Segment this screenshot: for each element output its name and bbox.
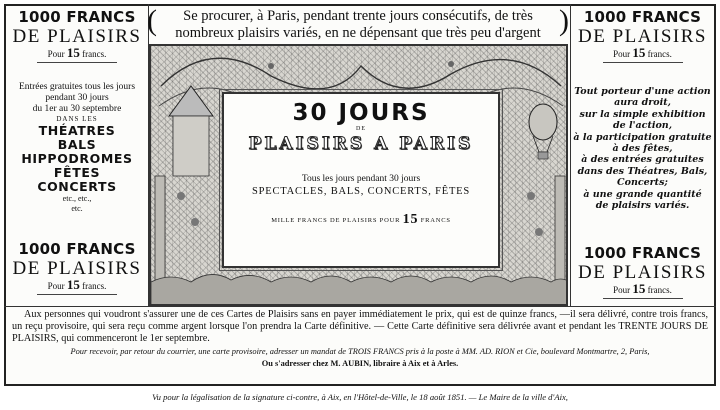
left-venue-hippodromes: HIPPODROMES (21, 151, 133, 166)
left-entries-block (6, 82, 148, 214)
right-top-offer (571, 8, 714, 63)
central-mille-francs: MILLE FRANCS DE PLAISIRS POUR 15 FRANCS (271, 212, 451, 227)
central-spectacles: SPECTACLES, BALS, CONCERTS, FÊTES (251, 186, 471, 197)
right-line-11: de plaisirs variés. (595, 200, 690, 212)
left-etc-1: etc., etc., (62, 194, 92, 203)
right-line-3: sur la simple exhibition (579, 108, 706, 120)
central-title: 30 JOURS (292, 100, 430, 126)
left-venue-theatres: THÉATRES (38, 123, 116, 138)
left-top-de-plaisirs: DE PLAISIRS (12, 26, 142, 47)
right-top-francs: 1000 FRANCS (583, 8, 702, 26)
left-top-rule (37, 62, 117, 63)
right-line-8: dans des Théatres, Bals, (577, 165, 708, 177)
left-bottom-offer (6, 240, 148, 295)
left-entries-line-2: pendant 30 jours (45, 93, 109, 103)
central-tous-les-jours: Tous les jours pendant 30 jours (301, 174, 421, 184)
left-dans-les: DANS LES (56, 115, 98, 123)
right-line-6: à des fêtes, (612, 143, 673, 155)
left-entries-line-1: Entrées gratuites tous les jours (18, 82, 136, 92)
right-top-rule (603, 62, 683, 63)
right-line-7: à des entrées gratuites (581, 154, 704, 166)
header-line-1: Se procurer, à Paris, pendant trente jours consécutifs, de très (183, 8, 533, 24)
body-paragraph: Aux personnes qui voudront s'assurer une de ces Cartes de Plaisirs sans en payer immédiatement le prix, qui est de quinze francs, —il sera délivré, contre trois francs, un reçu provisoire, qui sera reçu comme argent lorsque l'on prendra la Carte définitive. — Cette Carte définitive sera délivrée avant et pendant les TRENTE JOURS DE PLAISIRS, qui commenceront le 1er septembre. (12, 309, 708, 345)
left-venue-fetes: FÊTES (53, 165, 101, 180)
body-divider (4, 306, 716, 307)
left-top-offer (6, 8, 148, 63)
engraved-vignette (149, 44, 568, 306)
central-title-panel (222, 92, 500, 268)
left-entries-line-3: du 1er au 30 septembre (32, 104, 122, 114)
header-line-2: nombreux plaisirs variés, en ne dépensant que très peu d'argent (175, 25, 541, 41)
right-rights-block (571, 86, 714, 211)
right-bottom-rule (603, 298, 683, 299)
left-top-francs: 1000 FRANCS (18, 8, 136, 26)
central-subtitle: PLAISIRS A PARIS (248, 134, 474, 154)
right-top-de-plaisirs: DE PLAISIRS (578, 26, 707, 47)
left-bottom-francs: 1000 FRANCS (18, 240, 136, 258)
right-bottom-price: Pour 15 francs. (613, 281, 672, 296)
left-bottom-price: Pour 15 francs. (47, 277, 107, 292)
right-bottom-offer (571, 244, 714, 299)
left-bottom-de-plaisirs: DE PLAISIRS (12, 258, 142, 279)
right-line-5: à la participation gratuite (573, 131, 712, 143)
body-pour-recevoir: Pour recevoir, par retour du courrier, une carte provisoire, adresser un mandat de TROIS FRANCS pris à la poste à MM. AD. RION et Cie, boulevard Montmartre, 2, Paris, (70, 347, 650, 356)
central-de: DE (356, 126, 366, 132)
left-venue-bals: BALS (57, 137, 97, 152)
header-left-paren: ( (147, 4, 157, 37)
left-bottom-rule (37, 294, 117, 295)
right-line-4: de l'action, (613, 120, 672, 132)
left-etc-2: etc. (71, 204, 83, 213)
right-line-2: aura droit, (614, 97, 671, 109)
left-venue-concerts: CONCERTS (37, 179, 117, 194)
legalisation-footer: Vu pour la légalisation de la signature ci-contre, à Aix, en l'Hôtel-de-Ville, le 18 août 1851. — Le Maire de la ville d'Aix, (152, 392, 568, 402)
right-line-1: Tout porteur d'une action (574, 86, 711, 97)
poster-header (147, 4, 569, 42)
right-line-10: à une grande quantité (583, 188, 702, 200)
left-top-price: Pour 15 francs. (47, 45, 107, 60)
body-adresser-aubin: Ou s'adresser chez M. AUBIN, libraire à Aix et à Arles. (261, 359, 459, 368)
right-line-9: Concerts; (617, 177, 668, 189)
right-top-price: Pour 15 francs. (613, 45, 672, 60)
right-bottom-de-plaisirs: DE PLAISIRS (578, 262, 707, 283)
right-bottom-francs: 1000 FRANCS (583, 244, 702, 262)
header-right-paren: ) (559, 4, 569, 37)
